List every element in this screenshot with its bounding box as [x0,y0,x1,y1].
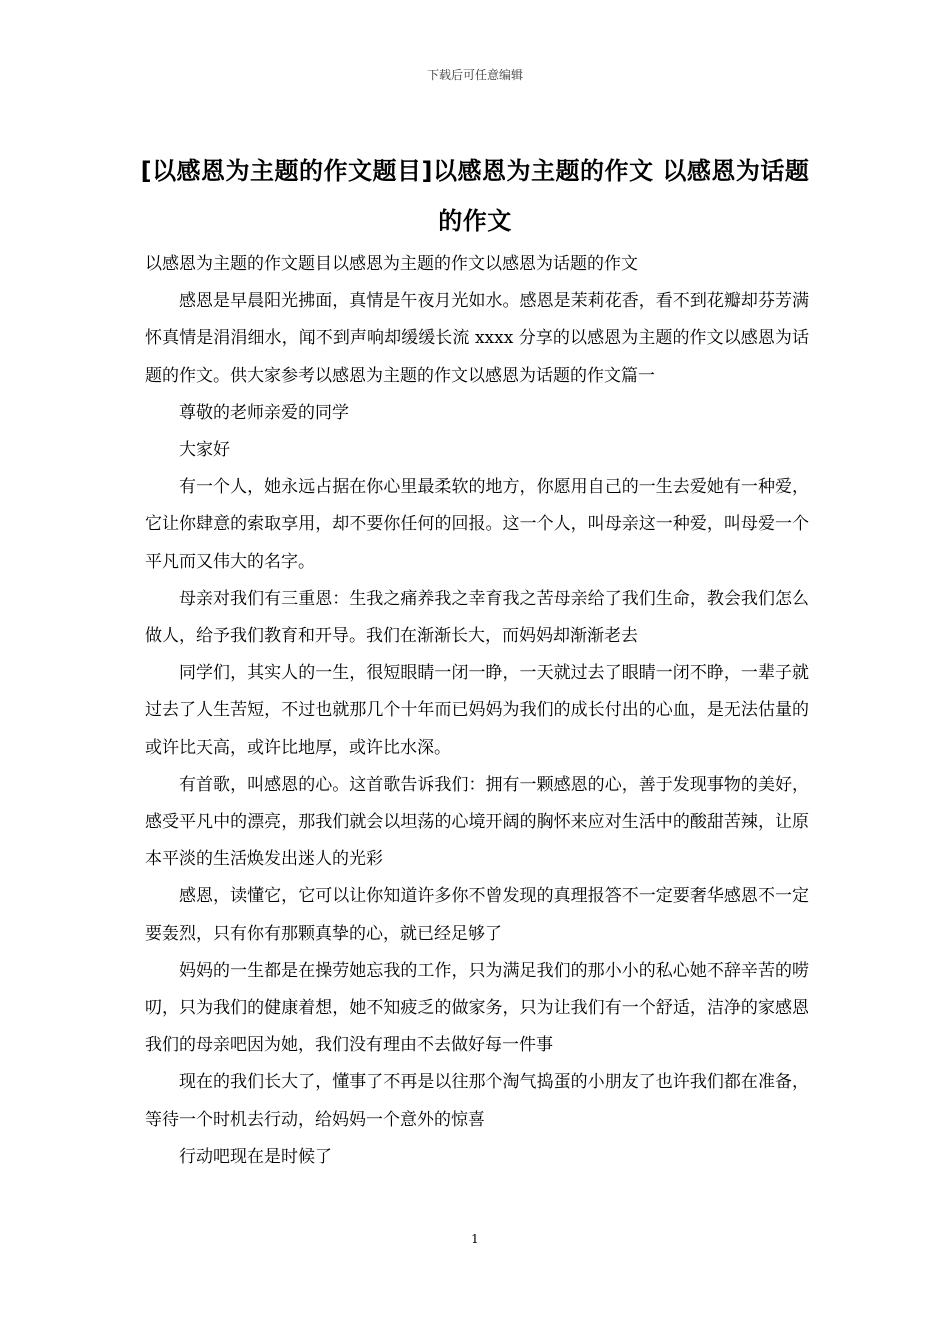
paragraph-greeting: 大家好 [179,440,230,461]
paragraph: 感恩，读懂它，它可以让你知道许多你不曾发现的真理报答不一定要奢华感恩不一定要轰烈，只有你有那颗真挚的心，就已经足够了 [145,886,809,944]
paragraph: 同学们，其实人的一生，很短眼睛一闭一睁，一天就过去了眼睛一闭不睁，一辈子就过去了人生苦短，不过也就那几个十年而已妈妈为我们的成长付出的心血，是无法估量的或许比天高，或许比地厚，或许比水深。 [145,663,809,758]
document-title: [以感恩为主题的作文题目]以感恩为主题的作文 以感恩为话题的作文 [140,157,810,235]
paragraph: 妈妈的一生都是在操劳她忘我的工作，只为满足我们的那小小的私心她不辞辛苦的唠叨，只为我们的健康着想，她不知疲乏的做家务，只为让我们有一个舒适，洁净的家感恩我们的母亲吧因为她，我们没有理由不去做好每一件事 [145,960,809,1056]
header-note: 下载后可任意编辑 [426,68,523,82]
paragraph: 有首歌，叫感恩的心。这首歌告诉我们：拥有一颗感恩的心，善于发现事物的美好，感受平凡中的漂亮，那我们就会以坦荡的心境开阔的胸怀来应对生活中的酸甜苦辣，让原本平淡的生活焕发出迷人的光彩 [145,774,809,870]
paragraph-salutation: 尊敬的老师亲爱的同学 [179,402,349,423]
paragraph: 行动吧现在是时候了 [179,1146,332,1167]
page-number: 1 [471,1232,479,1246]
paragraph-intro: 感恩是早晨阳光拂面，真情是午夜月光如水。感恩是茉莉花香，看不到花瓣却芬芳满怀真情是涓涓细水，闻不到声响却缓缓长流 xxxx 分享的以感恩为主题的作文以感恩为话题的作文。供大家参考以感恩为主题的作文以感恩为话题的作文篇一 [145,291,809,386]
paragraph: 有一个人，她永远占据在你心里最柔软的地方，你愿用自己的一生去爱她有一种爱，它让你肆意的索取享用，却不要你任何的回报。这一个人，叫母亲这一种爱，叫母爱一个平凡而又伟大的名字。 [145,477,809,572]
paragraph: 现在的我们长大了，懂事了不再是以往那个淘气捣蛋的小朋友了也许我们都在准备，等待一个时机去行动，给妈妈一个意外的惊喜 [145,1072,809,1130]
subtitle-line: 以感恩为主题的作文题目以感恩为主题的作文以感恩为话题的作文 [145,254,638,274]
document-body [145,246,809,1176]
paragraph: 母亲对我们有三重恩：生我之痛养我之幸育我之苦母亲给了我们生命，教会我们怎么做人，给予我们教育和开导。我们在渐渐长大，而妈妈却渐渐老去 [145,588,809,647]
